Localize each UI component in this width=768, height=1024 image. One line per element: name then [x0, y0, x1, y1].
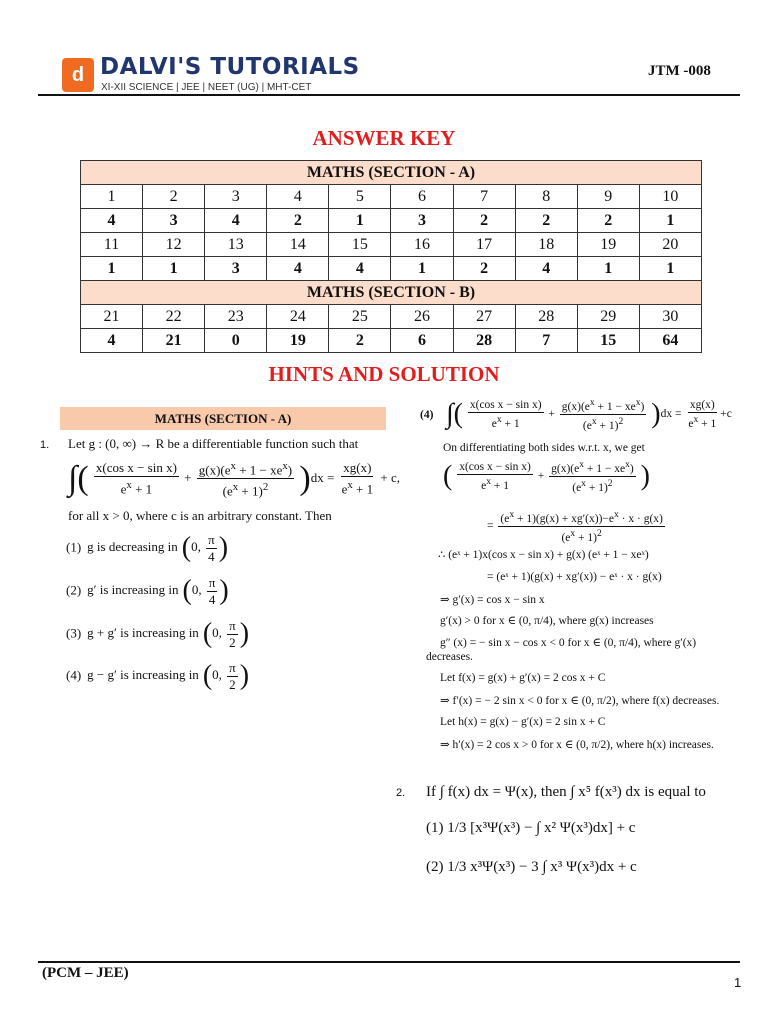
header-divider — [38, 94, 740, 96]
question-number-cell: 30 — [639, 305, 701, 329]
answer-key-title: ANSWER KEY — [312, 126, 456, 150]
question-number-cell: 12 — [143, 233, 205, 257]
q1-option-3 — [66, 618, 249, 651]
q2-stem: If ∫ f(x) dx = Ψ(x), then ∫ x⁵ f(x³) dx is equal to — [426, 784, 706, 800]
question-number-cell: 22 — [143, 305, 205, 329]
answer-cell: 1 — [639, 209, 701, 233]
section-a-answer-row — [81, 257, 702, 281]
brand-logo-icon: d — [62, 58, 94, 92]
option-label: (1) — [66, 539, 82, 555]
q1-for-all: for all x > 0, where c is an arbitrary constant. Then — [68, 508, 332, 523]
question-number-cell: 3 — [205, 185, 267, 209]
q1-stem: Let g : (0, ∞) → R be a differentiable function such that — [68, 436, 359, 451]
answer-cell: 0 — [205, 329, 267, 353]
question-number-cell: 24 — [267, 305, 329, 329]
section-a-question-row — [81, 233, 702, 257]
answer-cell: 3 — [205, 257, 267, 281]
answer-cell: 1 — [639, 257, 701, 281]
answer-cell: 2 — [267, 209, 329, 233]
question-number-cell: 9 — [577, 185, 639, 209]
answer-cell: 3 — [391, 209, 453, 233]
section-b-header: MATHS (SECTION - B) — [81, 281, 702, 305]
q2-number: 2. — [396, 787, 406, 799]
section-a-answer-row — [81, 209, 702, 233]
q1-option-4 — [66, 660, 249, 693]
answer-key-table — [80, 160, 702, 353]
answer-cell: 21 — [143, 329, 205, 353]
answer-cell: 1 — [391, 257, 453, 281]
answer-cell: 15 — [577, 329, 639, 353]
question-number-cell: 11 — [81, 233, 143, 257]
question-number-cell: 23 — [205, 305, 267, 329]
question-number-cell: 25 — [329, 305, 391, 329]
answer-cell: 3 — [143, 209, 205, 233]
sol1-derivative-expr: ( $\frac{\text{x(cos x − sin x)}}{e^x + 1}$ + $\frac{g(x)(e^x + 1 - xe^x)}{(e^x + 1)^2}$ ) — [443, 459, 650, 494]
footer-label: (PCM – JEE) — [42, 965, 129, 981]
footer-divider — [38, 961, 740, 963]
answer-cell: 7 — [515, 329, 577, 353]
answer-cell: 2 — [453, 257, 515, 281]
sol1-line-b: ∴ (eˣ + 1)x(cos x − sin x) + g(x) (eˣ + 1 − xeˣ) — [438, 549, 649, 561]
question-number-cell: 7 — [453, 185, 515, 209]
question-number-cell: 16 — [391, 233, 453, 257]
answer-cell: 1 — [329, 209, 391, 233]
question-number-cell: 10 — [639, 185, 701, 209]
answer-cell: 6 — [391, 329, 453, 353]
option-label: (3) — [66, 625, 82, 641]
question-number-cell: 15 — [329, 233, 391, 257]
question-number-cell: 29 — [577, 305, 639, 329]
answer-cell: 1 — [577, 257, 639, 281]
question-number-cell: 1 — [81, 185, 143, 209]
question-number-cell: 6 — [391, 185, 453, 209]
option-label: (2) — [66, 582, 82, 598]
sol1-line-g: Let f(x) = g(x) + g′(x) = 2 cos x + C — [440, 672, 606, 684]
section-b-answer-row — [81, 329, 702, 353]
answer-cell: 4 — [81, 209, 143, 233]
sol1-line-a: = $\frac{(e^x + 1)(g(x) + xg'(x))-e^x \cdot x \cdot g(x)}{(e^x + 1)^2}$ — [487, 509, 663, 544]
option-label: (4) — [66, 667, 82, 683]
question-number-cell: 20 — [639, 233, 701, 257]
question-number-cell: 2 — [143, 185, 205, 209]
brand-name: DALVI'S TUTORIALS — [100, 54, 360, 80]
question-number-cell: 26 — [391, 305, 453, 329]
question-number-cell: 21 — [81, 305, 143, 329]
answer-cell: 4 — [81, 329, 143, 353]
sol1-line-i: Let h(x) = g(x) − g′(x) = 2 sin x + C — [440, 716, 606, 728]
q1-integral: ∫( $\frac{\text{x(cos x − sin x)}}{e^x + 1}$ + $\frac{g(x)(e^x + 1 - xe^x)}{(e^x + 1)^2}$ )dx = $\frac{xg(x)}{e^x + 1}$ + c, — [68, 459, 400, 499]
sol1-line-d: ⇒ g′(x) = cos x − sin x — [440, 594, 545, 606]
answer-cell: 4 — [267, 257, 329, 281]
sol1-line-c: = (eˣ + 1)(g(x) + xg′(x)) − eˣ · x · g(x) — [487, 571, 662, 583]
sol1-line-e: g′(x) > 0 for x ∈ (0, π/4), where g(x) increases — [440, 615, 654, 627]
answer-cell: 2 — [515, 209, 577, 233]
option-text: g′ is increasing in — [87, 582, 179, 598]
option-text: g is decreasing in — [87, 539, 178, 555]
option-interval: (0, $\frac{\pi}{4}$ ) — [182, 575, 229, 607]
q1-number: 1. — [40, 439, 50, 451]
answer-cell: 4 — [205, 209, 267, 233]
q2-option-2: (2) 1/3 x³Ψ(x³) − 3 ∫ x³ Ψ(x³)dx + c — [426, 859, 637, 875]
answer-cell: 28 — [453, 329, 515, 353]
question-number-cell: 14 — [267, 233, 329, 257]
question-number-cell: 17 — [453, 233, 515, 257]
answer-cell: 1 — [81, 257, 143, 281]
answer-cell: 19 — [267, 329, 329, 353]
question-number-cell: 4 — [267, 185, 329, 209]
hints-section-label: MATHS (SECTION - A) — [60, 407, 386, 430]
question-number-cell: 5 — [329, 185, 391, 209]
sol1-line-h: ⇒ f′(x) = − 2 sin x < 0 for x ∈ (0, π/2), where f(x) decreases. — [440, 695, 720, 707]
answer-cell: 4 — [515, 257, 577, 281]
answer-cell: 64 — [639, 329, 701, 353]
section-b-question-row — [81, 305, 702, 329]
answer-cell: 2 — [453, 209, 515, 233]
answer-cell: 2 — [577, 209, 639, 233]
sol1-diff-line: On differentiating both sides w.r.t. x, we get — [443, 442, 645, 454]
answer-cell: 2 — [329, 329, 391, 353]
answer-cell: 4 — [329, 257, 391, 281]
option-interval: (0, $\frac{\pi}{2}$ ) — [202, 660, 250, 692]
section-a-header: MATHS (SECTION - A) — [81, 161, 702, 185]
q1-option-2 — [66, 575, 229, 608]
question-number-cell: 13 — [205, 233, 267, 257]
brand-tagline: XI-XII SCIENCE | JEE | NEET (UG) | MHT-CET — [101, 82, 312, 93]
sol1-line-f: g″ (x) = − sin x − cos x < 0 for x ∈ (0, π/4), where g′(x) — [440, 637, 697, 649]
option-text: g − g′ is increasing in — [87, 667, 199, 683]
q2-option-1: (1) 1/3 [x³Ψ(x³) − ∫ x² Ψ(x³)dx] + c — [426, 820, 636, 836]
option-interval: (0, $\frac{\pi}{4}$ ) — [181, 532, 229, 564]
sol1-integral: ∫( $\frac{\text{x(cos x − sin x)}}{e^x + 1}$ + $\frac{g(x)(e^x + 1 - xe^x)}{(e^x + 1)^2}$ )dx = $\frac{xg(x)}{e^x + 1}$ +c — [446, 397, 732, 432]
question-number-cell: 28 — [515, 305, 577, 329]
paper-code: JTM -008 — [648, 63, 711, 79]
question-number-cell: 18 — [515, 233, 577, 257]
sol1-line-f2: decreases. — [426, 651, 473, 663]
answer-cell: 1 — [143, 257, 205, 281]
hints-title: HINTS AND SOLUTION — [268, 362, 500, 386]
sol1-line-j: ⇒ h′(x) = 2 cos x > 0 for x ∈ (0, π/2), where h(x) increases. — [440, 739, 714, 751]
option-interval: (0, $\frac{\pi}{2}$ ) — [202, 618, 250, 650]
page-number: 1 — [734, 975, 742, 990]
question-number-cell: 8 — [515, 185, 577, 209]
question-number-cell: 19 — [577, 233, 639, 257]
section-a-question-row — [81, 185, 702, 209]
q1-option-1 — [66, 532, 228, 565]
option-text: g + g′ is increasing in — [87, 625, 199, 641]
question-number-cell: 27 — [453, 305, 515, 329]
sol1-answer: (4) — [420, 409, 434, 421]
